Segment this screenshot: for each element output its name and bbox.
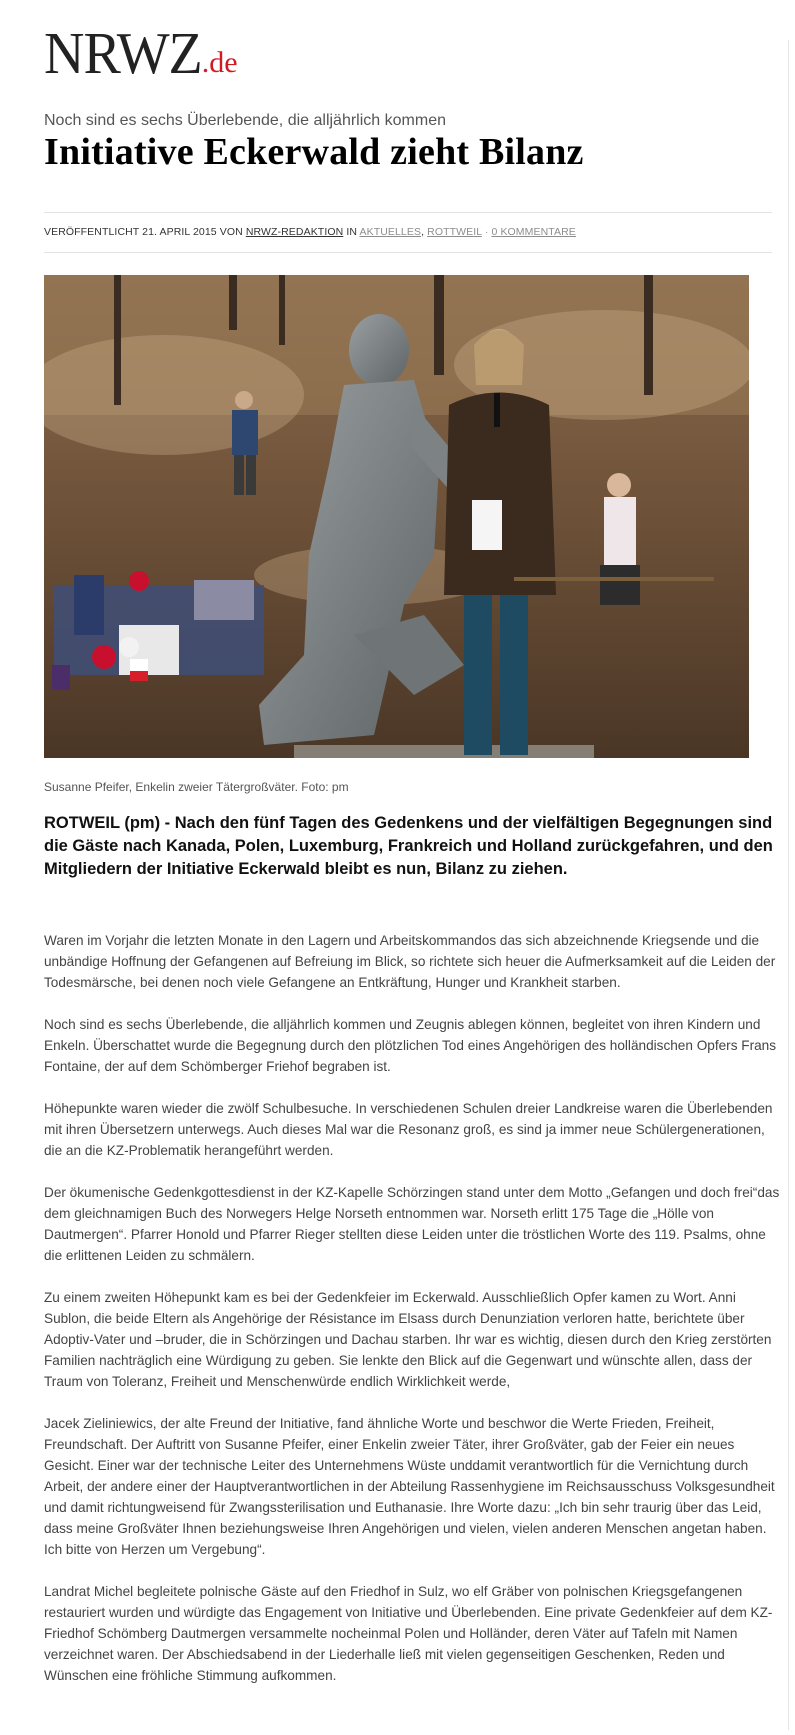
logo-wordmark: NRWZ (44, 21, 202, 87)
category-separator: , (421, 226, 425, 238)
published-date: VERÖFFENTLICHT 21. APRIL 2015 VON (44, 226, 243, 238)
author-link[interactable]: NRWZ-REDAKTION (245, 226, 344, 238)
article-paragraph-1: Waren im Vorjahr die letzten Monate in den Lagern und Arbeitskommandos das sich abzeichnende Kriegsende und die unbändige Hoffnung der Gefangenen auf Befreiung im Blick, so richtete sich heuer die Aufmerksamkeit auf die Leiden der Todesmärsche, bei denen noch viele Gefangene an Entkräftung, Hunger und Krankheit starben. (44, 933, 776, 990)
site-logo[interactable] (44, 21, 238, 87)
meta-dot: · (484, 226, 489, 238)
page-edge-divider (788, 40, 789, 1730)
article-title: Initiative Eckerwald zieht Bilanz (44, 131, 584, 173)
logo-domain-suffix: .de (201, 46, 238, 79)
article-kicker: Noch sind es sechs Überlebende, die alljährlich kommen (44, 112, 446, 129)
category-link-aktuelles[interactable]: AKTUELLES (359, 226, 422, 238)
article-lead: ROTWEIL (pm) - Nach den fünf Tagen des Gedenkens und der vielfältigen Begegnungen sind die Gäste nach Kanada, Polen, Luxemburg, Frankreich und Holland zurückgefahren, und den Mitgliedern der Initiative Eckerwald bleibt es nun, Bilanz zu ziehen. (44, 814, 773, 878)
article-meta (44, 226, 576, 238)
article-paragraph-4: Der ökumenische Gedenkgottesdienst in der KZ-Kapelle Schörzingen stand unter dem Motto „Gefangen und doch frei“das dem gleichnamigen Buch des Norwegers Helge Norseth entnommen war. Norseth erlitt 175 Tage die „Hölle von Dautmergen“. Pfarrer Honold und Pfarrer Rieger stellten diese Leiden unter die tröstlichen Worte des 119. Psalms, ohne die erlittenen Leiden zu schmälern. (44, 1185, 780, 1263)
article-paragraph-3: Höhepunkte waren wieder die zwölf Schulbesuche. In verschiedenen Schulen dreier Landkreise waren die Überlebenden mit ihren Übersetzern unterwegs. Auch dieses Mal war die Resonanz groß, es sind ja immer neue Schülergenerationen, die an die KZ-Problematik herangeführt werden. (44, 1101, 773, 1158)
photo-caption: Susanne Pfeifer, Enkelin zweier Tätergroßväter. Foto: pm (44, 780, 349, 794)
article-paragraph-6: Jacek Zieliniewics, der alte Freund der Initiative, fand ähnliche Worte und beschwor die Werte Frieden, Freiheit, Freundschaft. Der Auftritt von Susanne Pfeifer, einer Enkelin zweier Täter, ihrer Großväter, gab der Feier ein neues Gesicht. Einer war der technische Leiter des Unternehmens Wüste unddamit verantwortlich für die Vernichtung durch Arbeit, der andere einer der Hauptverantwortlichen in der Abteilung Rassenhygiene im Reichsausschuss Volksgesundheit und damit richtungweisend für Zwangssterilisation und Euthanasie. Ihre Worte dazu: „Ich bin sehr traurig über das Leid, dass meine Großväter Ihnen beziehungsweise Ihren Angehörigen und vielen, vielen anderen Menschen angetan haben. Ich bitte von Herzen um Vergebung“. (44, 1416, 775, 1557)
meta-divider-top (44, 212, 772, 213)
memorial-photo-illustration (44, 275, 749, 758)
comments-link[interactable]: 0 KOMMENTARE (491, 226, 576, 238)
in-label: IN (346, 226, 358, 238)
meta-divider-bottom (44, 252, 772, 253)
article-photo (44, 275, 749, 758)
category-link-rottweil[interactable]: ROTTWEIL (427, 226, 482, 238)
article-paragraph-2: Noch sind es sechs Überlebende, die alljährlich kommen und Zeugnis ablegen können, begleitet von ihren Kindern und Enkeln. Überschattet wurde die Begegnung durch den plötzlichen Tod eines Angehörigen des holländischen Opfers Frans Fontaine, der auf dem Schömberger Friehof begraben ist. (44, 1017, 777, 1074)
article-body (44, 930, 784, 1707)
article-paragraph-5: Zu einem zweiten Höhepunkt kam es bei der Gedenkfeier im Eckerwald. Ausschließlich Opfer kamen zu Wort. Anni Sublon, die beide Eltern als Angehörige der Résistance im Elsass durch Denunziation verloren hatte, berichtete über Adoptiv-Vater und –bruder, die in Schörzingen und Dachau starben. Ihr war es wichtig, diesen durch den Krieg zerstörten Familien nachträglich eine Würdigung zu geben. Sie lenkte den Blick auf die Gegenwart und wünschte allen, dass der Traum von Toleranz, Freiheit und Menschenwürde endlich Wirklichkeit werde, (44, 1290, 772, 1389)
article-paragraph-7: Landrat Michel begleitete polnische Gäste auf den Friedhof in Sulz, wo elf Gräber von polnischen Kriegsgefangenen restauriert wurden und würdigte das Engagement von Initiative und Überlebenden. Eine private Gedenkfeier auf dem KZ-Friedhof Schömberg Dautmergen versammelte nocheinmal Polen und Holländer, deren Väter auf Tafeln mit Namen verzeichnet waren. Der Abschiedsabend in der Liederhalle ließ mit vielen gegenseitigen Geschenken, Reden und Wünschen eine fröhliche Stimmung aufkommen. (44, 1584, 773, 1683)
